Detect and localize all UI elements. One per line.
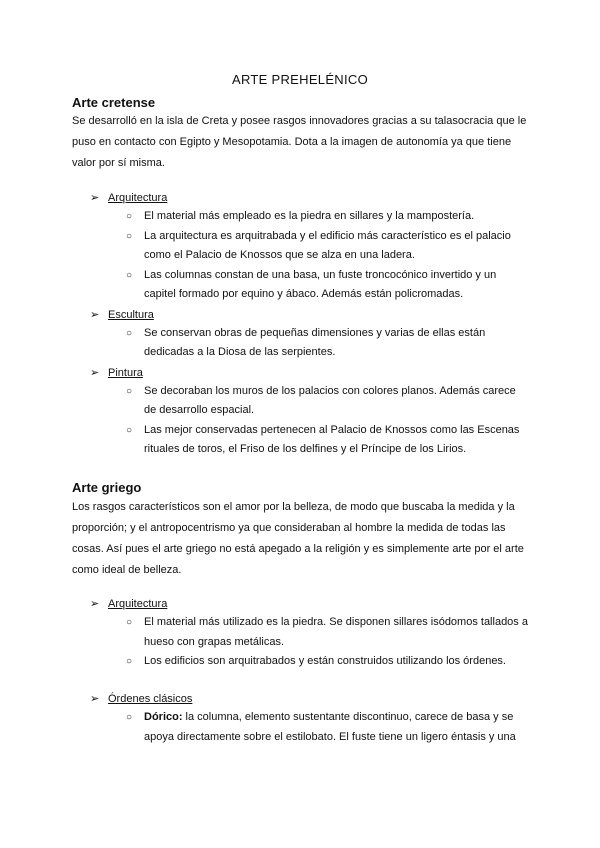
list-item xyxy=(126,266,529,305)
topic-arquitectura xyxy=(90,594,530,613)
list-item-text: Las mejor conservadas pertenecen al Palacio de Knossos como las Escenas rituales de toros, el Friso de los delfines y el Príncipe de los Lirios. xyxy=(144,423,520,455)
list-item xyxy=(126,382,529,421)
topic-pintura xyxy=(90,363,530,382)
topic-label: Arquitectura xyxy=(108,598,168,610)
list-item xyxy=(126,324,529,363)
list-item-bold-lead: Dórico: xyxy=(144,711,183,723)
list-item xyxy=(126,227,529,266)
topic-label: Pintura xyxy=(108,366,143,379)
section-intro-griego: Los rasgos característicos son el amor por la belleza, de modo que buscaba la medida y la proporción; y el antropocentrismo ya que consideraban al hombre la medida de todas las cosas. Así pues el arte griego no está apegado a la religión y es simplemente arte por el arte como ideal de belleza. xyxy=(72,501,524,576)
topic-list-ordenes xyxy=(90,689,530,747)
list-item-text: Los edificios son arquitrabados y están construidos utilizando los órdenes. xyxy=(144,655,506,667)
arrow-bullet-icon: ➢ xyxy=(90,693,100,705)
circle-bullet-icon: ○ xyxy=(126,211,133,222)
circle-bullet-icon: ○ xyxy=(126,230,133,242)
circle-bullet-icon: ○ xyxy=(126,656,133,667)
topic-label: Escultura xyxy=(108,308,154,321)
circle-bullet-icon: ○ xyxy=(126,617,133,628)
section-heading-cretense: Arte cretense xyxy=(72,95,156,110)
list-item-text: La arquitectura es arquitrabada y el edificio más característico es el palacio como el Palacio de Knossos que se alza en una ladera. xyxy=(144,229,511,261)
list-item xyxy=(126,207,529,227)
circle-bullet-icon: ○ xyxy=(126,385,133,397)
topic-arquitectura xyxy=(90,188,530,207)
list-item xyxy=(126,421,529,460)
topic-label: Arquitectura xyxy=(108,192,168,204)
circle-bullet-icon: ○ xyxy=(126,327,133,339)
circle-bullet-icon: ○ xyxy=(126,712,133,723)
list-item xyxy=(126,708,529,747)
list-item-text: El material más utilizado es la piedra. Se disponen sillares isódomos tallados a hueso con grapas metálicas. xyxy=(144,616,528,648)
topic-escultura xyxy=(90,305,530,324)
arrow-bullet-icon: ➢ xyxy=(90,598,100,610)
arrow-bullet-icon: ➢ xyxy=(90,192,100,204)
topic-list-griego xyxy=(90,594,530,672)
circle-bullet-icon: ○ xyxy=(126,424,133,436)
list-item-text: la columna, elemento sustentante discontinuo, carece de basa y se apoya directamente sobre el estilobato. El fuste tiene un ligero éntasis y una xyxy=(144,711,516,743)
arrow-bullet-icon: ➢ xyxy=(90,308,100,321)
circle-bullet-icon: ○ xyxy=(126,269,133,281)
list-item-text: Las columnas constan de una basa, un fuste troncocónico invertido y un capitel formado por equino y ábaco. Además están policromadas. xyxy=(144,268,497,300)
page-title: ARTE PREHELÉNICO xyxy=(231,72,369,87)
list-item xyxy=(126,652,529,672)
section-heading-griego: Arte griego xyxy=(72,480,142,495)
list-item xyxy=(126,613,529,652)
list-item-text: El material más empleado es la piedra en sillares y la mampostería. xyxy=(144,210,475,222)
section-intro-cretense: Se desarrolló en la isla de Creta y posee rasgos innovadores gracias a su talasocracia que le puso en contacto con Egipto y Mesopotamia. Dota a la imagen de autonomía ya que tiene valor por sí misma. xyxy=(72,115,527,169)
list-item-text: Se conservan obras de pequeñas dimensiones y varias de ellas están dedicadas a la Diosa de las serpientes. xyxy=(144,326,486,358)
arrow-bullet-icon: ➢ xyxy=(90,366,100,379)
topic-ordenes-clasicos xyxy=(90,689,530,708)
list-item-text: Se decoraban los muros de los palacios con colores planos. Además carece de desarrollo espacial. xyxy=(144,384,516,416)
topic-label: Órdenes clásicos xyxy=(108,693,193,705)
topic-list-cretense xyxy=(90,188,530,460)
